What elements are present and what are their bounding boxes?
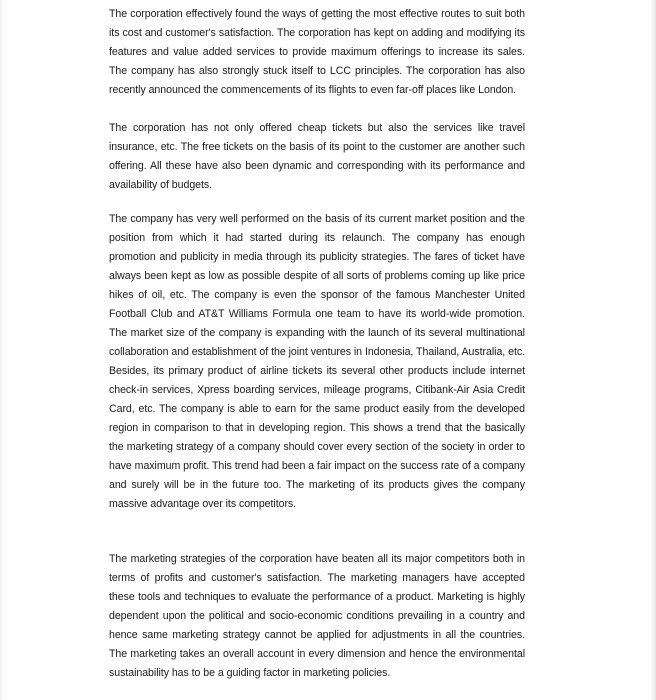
page-right-edge-shadow	[650, 0, 656, 700]
paragraph-market-position	[109, 210, 525, 514]
page-left-edge-shadow	[0, 0, 4, 700]
paragraph-routes-and-services	[109, 5, 525, 100]
paragraph-text: The marketing strategies of the corporation have beaten all its major competitors both in terms of profits and customer's satisfaction. The marketing managers have accepted these tools and techniques to evaluate the performance of a product. Marketing is highly dependent upon the political and socio-economic conditions prevailing in a country and hence same marketing strategy cannot be applied for adjustments in all the countries. The marketing takes an overall account in every dimension and hence the environmental sustainability has to be a guiding factor in marketing policies.	[109, 553, 525, 679]
paragraph-text: The company has very well performed on the basis of its current market position and the position from which it had started during its relaunch. The company has enough promotion and publicity in media through its publicity strategies. The fares of ticket have always been kept as low as possible despite of all sorts of problems coming up like price hikes of oil, etc. The company is even the sponsor of the famous Manchester United Football Club and AT&T Williams Formula one team to have its world-wide promotion. The market size of the company is expanding with the launch of its several multinational collaboration and establishment of the joint ventures in Indonesia, Thailand, Australia, etc. Besides, its primary product of airline tickets its several other products include internet check-in services, Xpress boarding services, mileage programs, Citibank-Air Asia Credit Card, etc. The company is able to earn for the same product easily from the developed region in comparison to that in developing region. This shows a trend that the basically the marketing strategy of a company should cover every section of the society in order to have maximum profit. This trend had been a fair impact on the success rate of a company and surely will be in the future too. The marketing of its products gives the company massive advantage over its competitors.	[109, 213, 525, 510]
paragraph-text: The corporation effectively found the ways of getting the most effective routes to suit both its cost and customer's satisfaction. The corporation has kept on adding and modifying its features and value added services to provide maximum offerings to increase its sales. The company has also strongly stuck itself to LCC principles. The corporation has also recently announced the commencements of its flights to even far-off places like London.	[109, 8, 525, 96]
paragraph-cheap-tickets	[109, 119, 525, 195]
paragraph-marketing-strategies	[109, 550, 525, 683]
paragraph-text: The corporation has not only offered cheap tickets but also the services like travel insurance, etc. The free tickets on the basis of its point to the customer are another such offering. All these have also been dynamic and corresponding with its performance and availability of budgets.	[109, 122, 525, 191]
